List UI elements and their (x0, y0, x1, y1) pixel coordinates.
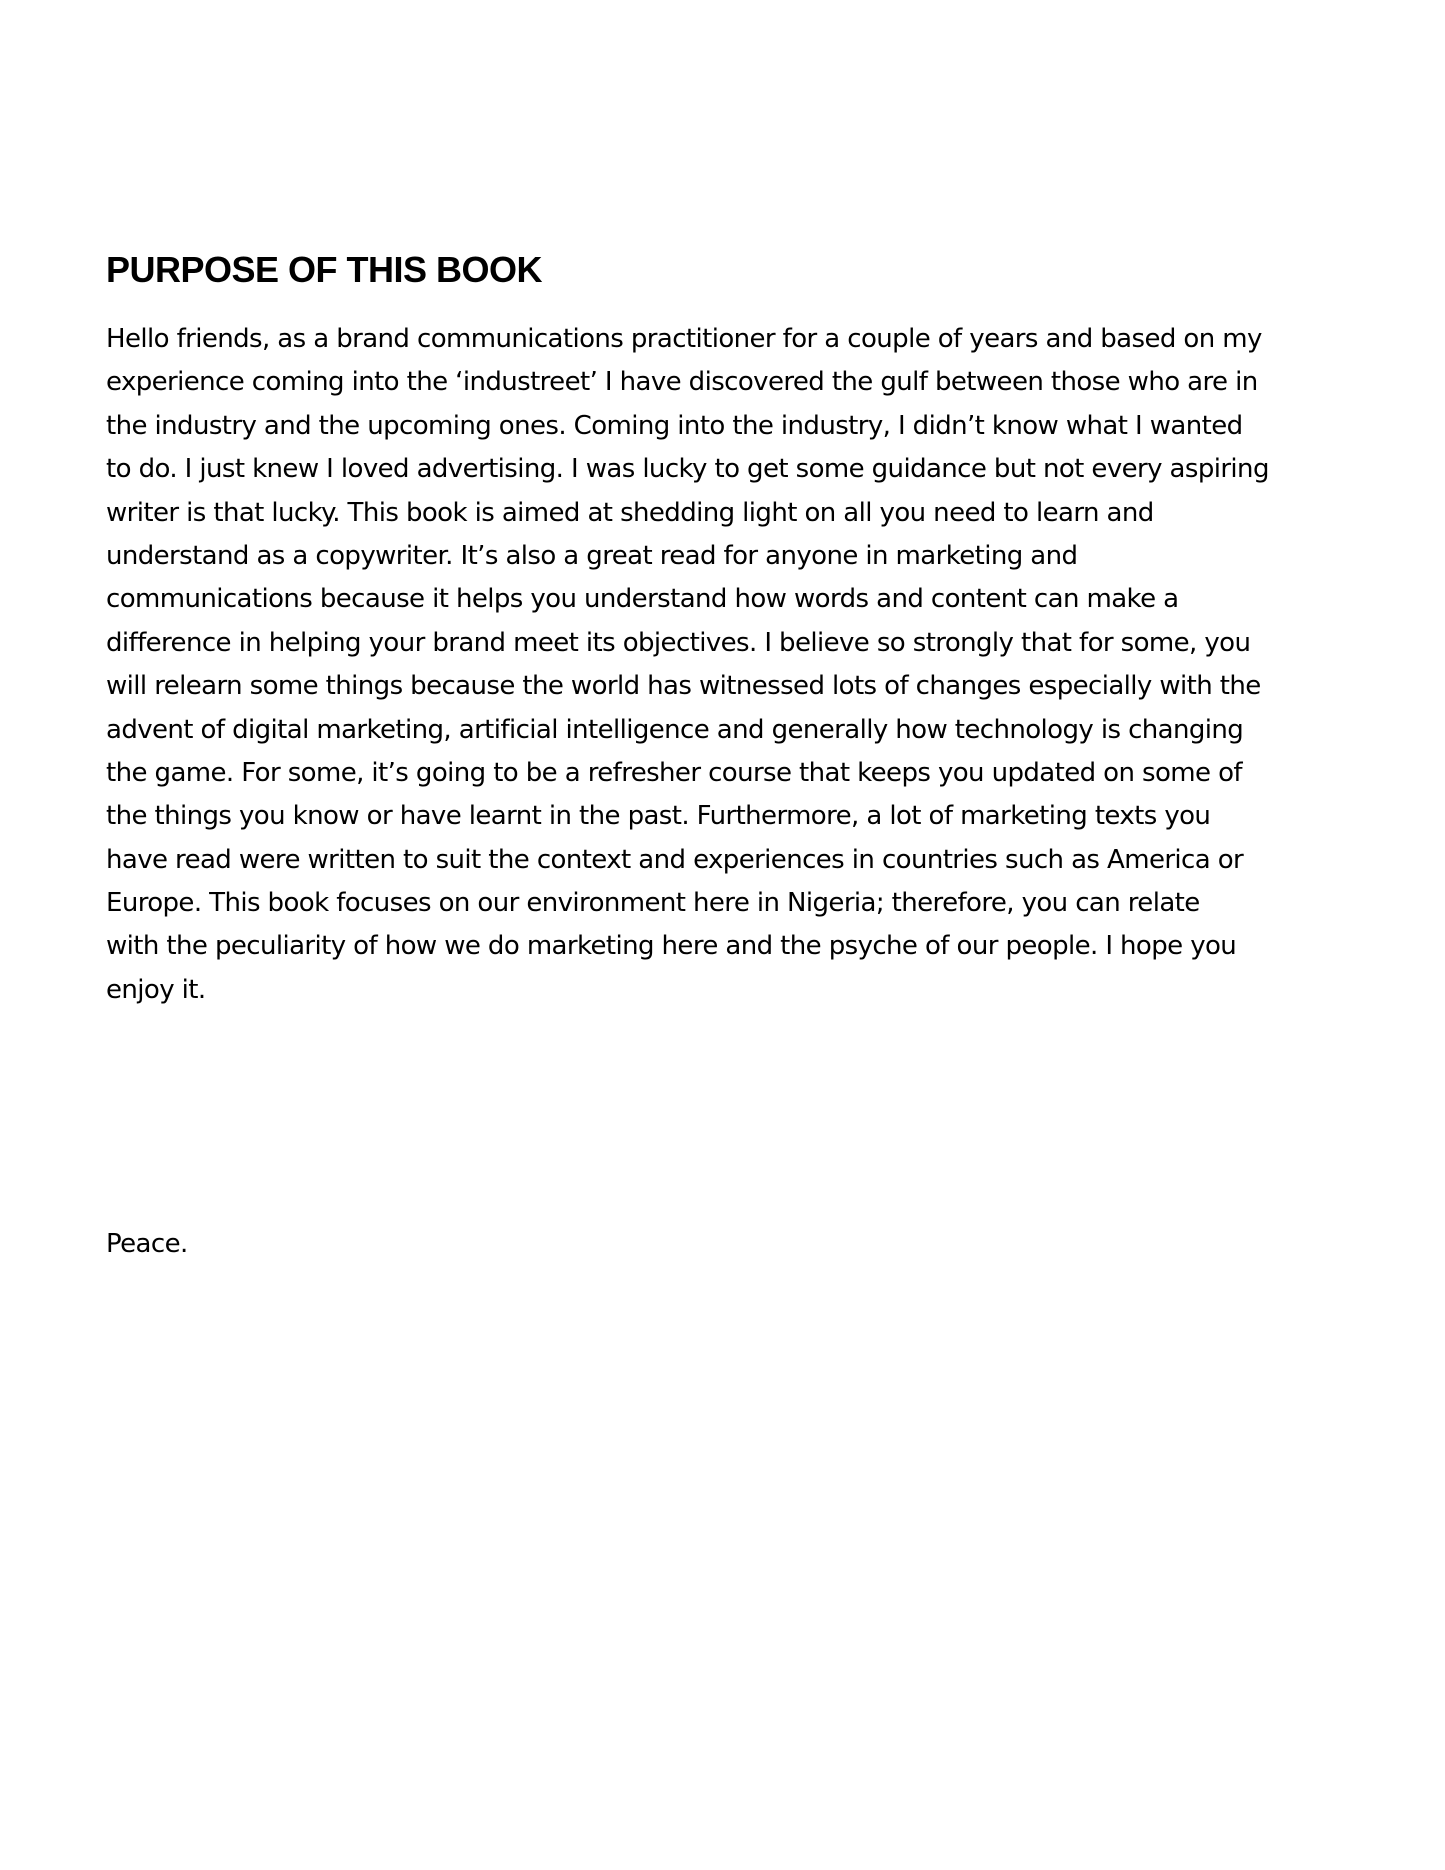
paragraph-line: enjoy it. (106, 974, 206, 1005)
paragraph-line: the game. For some, it’s going to be a refresher course that keeps you updated on some of (106, 757, 1242, 788)
paragraph-line: understand as a copywriter. It’s also a great read for anyone in marketing and (106, 540, 1078, 571)
body-paragraph (106, 318, 1269, 1012)
paragraph-line: advent of digital marketing, artificial intelligence and generally how technology is changing (106, 714, 1244, 745)
paragraph-line: will relearn some things because the world has witnessed lots of changes especially with the (106, 671, 1261, 702)
paragraph-line: have read were written to suit the context and experiences in countries such as America or (106, 844, 1244, 875)
paragraph-line: the industry and the upcoming ones. Coming into the industry, I didn’t know what I wanted (106, 410, 1243, 441)
paragraph-line: difference in helping your brand meet its objectives. I believe so strongly that for some, you (106, 627, 1251, 658)
paragraph-line: Hello friends, as a brand communications practitioner for a couple of years and based on my (106, 324, 1262, 354)
paragraph-line: Europe. This book focuses on our environment here in Nigeria; therefore, you can relate (106, 888, 1200, 919)
paragraph-line: the things you know or have learnt in the past. Furthermore, a lot of marketing texts you (106, 801, 1211, 832)
paragraph-line: to do. I just knew I loved advertising. I was lucky to get some guidance but not every aspiring (106, 454, 1269, 485)
signoff-text: Peace. (106, 1229, 188, 1259)
paragraph-line: writer is that lucky. This book is aimed at shedding light on all you need to learn and (106, 497, 1154, 528)
paragraph-line: experience coming into the ‘industreet’ I have discovered the gulf between those who are in (106, 367, 1258, 398)
page-title: PURPOSE OF THIS BOOK (106, 249, 543, 290)
paragraph-line: communications because it helps you understand how words and content can make a (106, 584, 1179, 615)
paragraph-line: with the peculiarity of how we do marketing here and the psyche of our people. I hope you (106, 931, 1237, 962)
